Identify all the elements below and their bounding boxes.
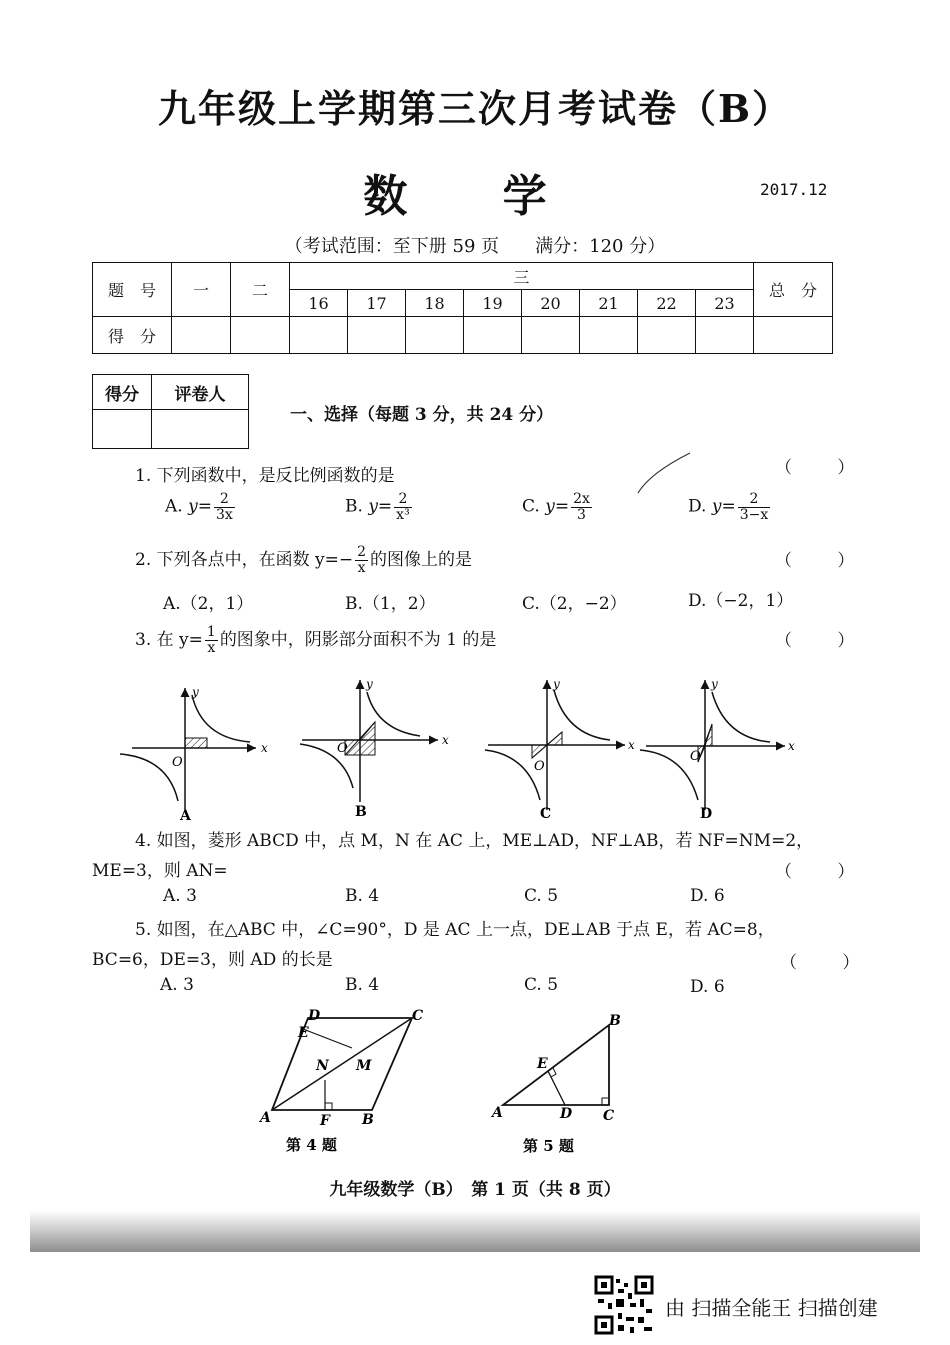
exam-scope: （考试范围：至下册 59 页 满分：120 分） [284, 236, 666, 257]
q4-option-d: D. 6 [690, 886, 725, 906]
score-cell [290, 317, 348, 354]
sub-col-18: 18 [406, 290, 464, 317]
q1-stem: 1. 下列函数中，是反比例函数的是 [135, 466, 395, 486]
origin-label: O [534, 759, 545, 774]
sub-col-23: 23 [696, 290, 754, 317]
label-total: 总 分 [754, 263, 833, 317]
point-c-label: C [603, 1108, 615, 1124]
option-label: A. [165, 496, 183, 517]
option-label: C. [522, 496, 540, 517]
point-a-label: A [492, 1105, 503, 1121]
qr-code-icon [594, 1275, 654, 1335]
point-m-label: M [356, 1058, 372, 1074]
graph-b [300, 677, 449, 820]
option-lhs: y= [368, 496, 393, 517]
score-cell [464, 317, 522, 354]
y-axis-label: y [366, 677, 373, 691]
y-axis-label: y [553, 677, 560, 691]
page-footer: 九年级数学（B） 第 1 页（共 8 页） [329, 1180, 621, 1200]
q3-graphs [120, 670, 820, 830]
origin-label: O [690, 749, 701, 764]
point-b-label: B [609, 1013, 621, 1029]
sub-col-21: 21 [580, 290, 638, 317]
fraction [205, 625, 218, 655]
fraction [571, 492, 592, 522]
scan-shadow [30, 1210, 920, 1252]
q1-option-c [522, 492, 594, 522]
y-axis-label: y [711, 677, 718, 691]
score-cell [522, 317, 580, 354]
q4-option-a: A. 3 [163, 886, 197, 906]
denominator: x³ [396, 506, 410, 523]
q1-option-b [345, 492, 414, 522]
q5-line2: BC=6，DE=3，则 AD 的长是 [92, 950, 333, 970]
figure-4 [250, 1000, 440, 1160]
denominator: 3x [215, 506, 233, 523]
score-cell [348, 317, 406, 354]
sub-col-19: 19 [464, 290, 522, 317]
col-two: 二 [231, 263, 290, 317]
score-cell [754, 317, 833, 354]
option-label: B. [345, 496, 363, 517]
q4-line2: ME=3，则 AN= [92, 861, 228, 881]
col-one: 一 [172, 263, 231, 317]
fraction [214, 492, 235, 522]
score-cell [580, 317, 638, 354]
fraction [738, 492, 771, 522]
q4-line1: 4. 如图，菱形 ABCD 中，点 M，N 在 AC 上，ME⊥AD，NF⊥AB，若 NF=NM=2， [135, 831, 814, 851]
denominator: 3−x [739, 506, 769, 523]
q1-answer-paren: （ ） [775, 458, 875, 478]
origin-label: O [172, 755, 183, 770]
point-e-label: E [537, 1056, 548, 1072]
q2-stem-post: 的图像上的是 [370, 550, 473, 570]
q2-option-c: C.（2，−2） [522, 594, 627, 614]
subject-title: 数 学 [363, 171, 587, 222]
grader-name-cell [152, 410, 249, 449]
q3-stem-post: 的图象中，阴影部分面积不为 1 的是 [219, 630, 497, 650]
q5-option-b: B. 4 [345, 975, 380, 995]
point-c-label: C [412, 1008, 424, 1024]
q1-option-a [165, 492, 237, 522]
x-axis-label: x [628, 738, 635, 752]
point-e-label: E [298, 1025, 309, 1041]
camscanner-text: 由 扫描全能王 扫描创建 [665, 1296, 878, 1320]
denominator: x [207, 640, 216, 656]
exam-date: 2017.12 [760, 180, 828, 199]
point-a-label: A [260, 1110, 271, 1126]
origin-label: O [337, 741, 348, 756]
sub-col-16: 16 [290, 290, 348, 317]
grader-score-cell [93, 410, 152, 449]
figure-5-caption: 第 5 题 [523, 1137, 574, 1155]
q5-option-a: A. 3 [160, 975, 194, 995]
x-axis-label: x [442, 733, 449, 747]
point-f-label: F [320, 1113, 330, 1129]
q2-answer-paren: （ ） [775, 551, 875, 571]
option-lhs: y= [711, 496, 736, 517]
sub-col-22: 22 [638, 290, 696, 317]
score-cell [696, 317, 754, 354]
fraction [394, 492, 412, 522]
q2-stem-pre: 2. 下列各点中，在函数 y=− [135, 550, 354, 570]
numerator: 2 [357, 544, 367, 561]
numerator: 1 [206, 624, 216, 641]
q2-option-a: A.（2，1） [163, 594, 254, 614]
numerator: 2x [573, 491, 590, 507]
point-b-label: B [362, 1112, 374, 1128]
grader-name-label: 评卷人 [152, 375, 249, 410]
q5-answer-paren: （ ） [780, 953, 880, 973]
grader-score-label: 得分 [93, 375, 152, 410]
exam-title: 九年级上学期第三次月考试卷（B） [157, 86, 793, 131]
grader-box [92, 374, 249, 449]
option-label: D. [688, 496, 707, 517]
figure-4-caption: 第 4 题 [286, 1136, 337, 1154]
q2-stem [135, 545, 472, 576]
fraction [355, 545, 368, 575]
x-axis-label: x [261, 741, 268, 755]
point-d-label: D [560, 1106, 573, 1122]
graph-label-c: C [540, 806, 552, 822]
figure-5 [485, 1005, 635, 1165]
graph-label-d: D [700, 806, 713, 822]
graph-d [640, 677, 795, 822]
score-cell [172, 317, 231, 354]
graph-a [120, 685, 268, 824]
denominator: x [357, 560, 366, 576]
sub-col-20: 20 [522, 290, 580, 317]
q1-option-d [688, 492, 772, 522]
graph-c [485, 677, 635, 822]
denominator: 3 [577, 506, 586, 523]
pen-mark [630, 448, 700, 498]
option-lhs: y= [188, 496, 212, 517]
section-title: 一、选择（每题 3 分，共 24 分） [290, 405, 554, 425]
q2-option-b: B.（1，2） [345, 594, 436, 614]
score-cell [406, 317, 464, 354]
point-d-label: D [308, 1008, 321, 1024]
q4-option-b: B. 4 [345, 886, 380, 906]
label-score: 得 分 [93, 317, 172, 354]
q5-line1: 5. 如图，在△ABC 中，∠C=90°，D 是 AC 上一点，DE⊥AB 于点 E，若 AC=8， [135, 920, 775, 940]
point-n-label: N [316, 1058, 329, 1074]
graph-label-b: B [355, 804, 367, 820]
q5-option-d: D. 6 [690, 977, 725, 997]
q3-answer-paren: （ ） [775, 631, 875, 651]
sub-col-17: 17 [348, 290, 406, 317]
numerator: 2 [394, 492, 412, 508]
col-three: 三 [290, 263, 754, 290]
x-axis-label: x [788, 739, 795, 753]
q5-option-c: C. 5 [524, 975, 559, 995]
score-cell [231, 317, 290, 354]
numerator: 2 [214, 492, 235, 508]
score-cell [638, 317, 696, 354]
q2-option-d: D.（−2，1） [688, 591, 794, 611]
y-axis-label: y [192, 685, 199, 699]
option-lhs: y= [545, 496, 570, 517]
numerator: 2 [738, 492, 771, 508]
label-question-number: 题 号 [93, 263, 172, 317]
graph-label-a: A [180, 808, 191, 824]
score-table [92, 262, 833, 354]
q3-stem-pre: 3. 在 y= [135, 630, 203, 650]
q3-stem [135, 625, 496, 656]
q4-option-c: C. 5 [524, 886, 559, 906]
q4-answer-paren: （ ） [775, 862, 875, 882]
